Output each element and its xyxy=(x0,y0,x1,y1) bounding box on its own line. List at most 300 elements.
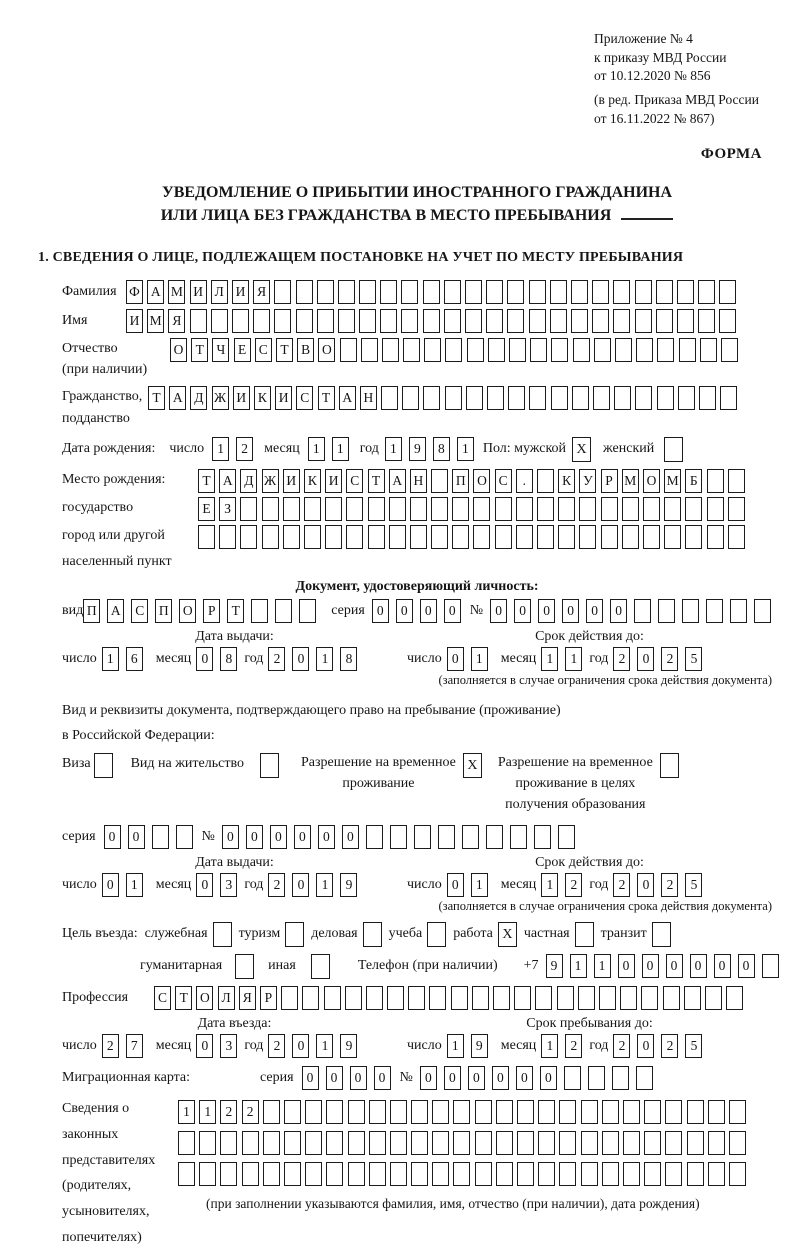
char-cell[interactable] xyxy=(242,1131,259,1155)
char-cell[interactable]: 0 xyxy=(447,873,464,897)
char-cell[interactable]: Б xyxy=(685,469,702,493)
char-cell[interactable] xyxy=(251,599,268,623)
char-cell[interactable] xyxy=(601,497,618,521)
char-cell[interactable] xyxy=(338,309,355,333)
char-cell[interactable]: 0 xyxy=(420,1066,437,1090)
char-cell[interactable] xyxy=(493,986,510,1010)
char-cell[interactable] xyxy=(240,525,257,549)
char-cell[interactable] xyxy=(679,338,696,362)
char-cell[interactable] xyxy=(305,1131,322,1155)
char-cell[interactable] xyxy=(475,1100,492,1124)
purpose-study-checkbox[interactable] xyxy=(427,922,446,947)
char-cell[interactable] xyxy=(728,469,745,493)
char-cell[interactable] xyxy=(486,280,503,304)
char-cell[interactable] xyxy=(708,1162,725,1186)
char-cell[interactable]: О xyxy=(318,338,335,362)
char-cell[interactable] xyxy=(486,825,503,849)
char-cell[interactable] xyxy=(432,1131,449,1155)
char-cell[interactable] xyxy=(537,497,554,521)
char-cell[interactable] xyxy=(514,986,531,1010)
char-cell[interactable]: Т xyxy=(276,338,293,362)
char-cell[interactable] xyxy=(444,280,461,304)
char-cell[interactable] xyxy=(472,986,489,1010)
char-cell[interactable] xyxy=(390,1162,407,1186)
char-cell[interactable] xyxy=(283,525,300,549)
char-cell[interactable] xyxy=(176,825,193,849)
char-cell[interactable]: 1 xyxy=(126,873,143,897)
char-cell[interactable]: С xyxy=(346,469,363,493)
option-visa-checkbox[interactable] xyxy=(94,753,113,778)
char-cell[interactable]: 2 xyxy=(661,1034,678,1058)
char-cell[interactable]: 0 xyxy=(444,1066,461,1090)
char-cell[interactable]: 1 xyxy=(471,873,488,897)
char-cell[interactable]: Р xyxy=(260,986,277,1010)
char-cell[interactable]: 1 xyxy=(447,1034,464,1058)
char-cell[interactable] xyxy=(551,386,568,410)
char-cell[interactable] xyxy=(444,309,461,333)
char-cell[interactable] xyxy=(698,280,715,304)
purpose-humanitarian-checkbox[interactable] xyxy=(235,954,254,979)
char-cell[interactable]: 0 xyxy=(666,954,683,978)
char-cell[interactable] xyxy=(643,525,660,549)
char-cell[interactable]: 0 xyxy=(586,599,603,623)
char-cell[interactable] xyxy=(509,338,526,362)
char-cell[interactable]: 0 xyxy=(246,825,263,849)
char-cell[interactable] xyxy=(408,986,425,1010)
char-cell[interactable]: Т xyxy=(318,386,335,410)
char-cell[interactable] xyxy=(623,1100,640,1124)
char-cell[interactable] xyxy=(685,497,702,521)
char-cell[interactable] xyxy=(571,309,588,333)
char-cell[interactable] xyxy=(516,497,533,521)
purpose-work-checkbox[interactable]: X xyxy=(498,922,517,947)
char-cell[interactable] xyxy=(720,386,737,410)
char-cell[interactable] xyxy=(253,309,270,333)
char-cell[interactable] xyxy=(380,309,397,333)
char-cell[interactable] xyxy=(423,386,440,410)
char-cell[interactable] xyxy=(644,1131,661,1155)
char-cell[interactable]: Л xyxy=(211,280,228,304)
char-cell[interactable] xyxy=(390,825,407,849)
char-cell[interactable]: М xyxy=(147,309,164,333)
char-cell[interactable]: П xyxy=(155,599,172,623)
option-residence-permit-checkbox[interactable] xyxy=(260,753,279,778)
char-cell[interactable]: О xyxy=(473,469,490,493)
char-cell[interactable]: 2 xyxy=(236,437,253,461)
char-cell[interactable] xyxy=(496,1100,513,1124)
char-cell[interactable]: Т xyxy=(368,469,385,493)
char-cell[interactable] xyxy=(622,525,639,549)
char-cell[interactable] xyxy=(762,954,779,978)
char-cell[interactable] xyxy=(389,497,406,521)
char-cell[interactable]: 8 xyxy=(220,647,237,671)
char-cell[interactable] xyxy=(452,497,469,521)
char-cell[interactable]: 0 xyxy=(302,1066,319,1090)
char-cell[interactable] xyxy=(529,309,546,333)
char-cell[interactable]: А xyxy=(339,386,356,410)
char-cell[interactable]: И xyxy=(283,469,300,493)
char-cell[interactable]: 3 xyxy=(220,1034,237,1058)
char-cell[interactable] xyxy=(516,525,533,549)
char-cell[interactable] xyxy=(389,525,406,549)
char-cell[interactable] xyxy=(572,386,589,410)
char-cell[interactable] xyxy=(665,1100,682,1124)
char-cell[interactable] xyxy=(199,1162,216,1186)
char-cell[interactable]: 1 xyxy=(570,954,587,978)
char-cell[interactable]: 0 xyxy=(642,954,659,978)
char-cell[interactable] xyxy=(684,986,701,1010)
char-cell[interactable]: Т xyxy=(198,469,215,493)
char-cell[interactable] xyxy=(424,338,441,362)
char-cell[interactable]: А xyxy=(389,469,406,493)
char-cell[interactable]: М xyxy=(168,280,185,304)
char-cell[interactable] xyxy=(578,986,595,1010)
char-cell[interactable]: 1 xyxy=(385,437,402,461)
char-cell[interactable] xyxy=(581,1131,598,1155)
char-cell[interactable] xyxy=(707,469,724,493)
char-cell[interactable] xyxy=(559,1162,576,1186)
char-cell[interactable] xyxy=(634,599,651,623)
char-cell[interactable]: 2 xyxy=(565,1034,582,1058)
char-cell[interactable] xyxy=(529,280,546,304)
char-cell[interactable]: Е xyxy=(234,338,251,362)
char-cell[interactable] xyxy=(366,825,383,849)
char-cell[interactable] xyxy=(438,825,455,849)
char-cell[interactable] xyxy=(473,525,490,549)
char-cell[interactable]: М xyxy=(622,469,639,493)
char-cell[interactable] xyxy=(178,1131,195,1155)
char-cell[interactable] xyxy=(340,338,357,362)
char-cell[interactable]: 7 xyxy=(126,1034,143,1058)
char-cell[interactable]: С xyxy=(296,386,313,410)
char-cell[interactable] xyxy=(410,497,427,521)
char-cell[interactable]: 0 xyxy=(490,599,507,623)
char-cell[interactable] xyxy=(431,497,448,521)
char-cell[interactable]: Я xyxy=(239,986,256,1010)
char-cell[interactable] xyxy=(656,309,673,333)
char-cell[interactable]: 1 xyxy=(308,437,325,461)
char-cell[interactable]: Д xyxy=(240,469,257,493)
purpose-official-checkbox[interactable] xyxy=(213,922,232,947)
char-cell[interactable] xyxy=(687,1162,704,1186)
char-cell[interactable] xyxy=(685,525,702,549)
char-cell[interactable] xyxy=(495,525,512,549)
char-cell[interactable]: 1 xyxy=(316,873,333,897)
char-cell[interactable]: 5 xyxy=(685,1034,702,1058)
char-cell[interactable]: А xyxy=(107,599,124,623)
char-cell[interactable]: 1 xyxy=(541,1034,558,1058)
char-cell[interactable] xyxy=(317,309,334,333)
char-cell[interactable] xyxy=(326,1131,343,1155)
char-cell[interactable] xyxy=(299,599,316,623)
char-cell[interactable] xyxy=(665,1131,682,1155)
char-cell[interactable]: 1 xyxy=(541,647,558,671)
char-cell[interactable] xyxy=(641,986,658,1010)
char-cell[interactable] xyxy=(726,986,743,1010)
char-cell[interactable]: Н xyxy=(410,469,427,493)
char-cell[interactable]: А xyxy=(169,386,186,410)
char-cell[interactable] xyxy=(465,309,482,333)
char-cell[interactable] xyxy=(487,386,504,410)
char-cell[interactable] xyxy=(304,525,321,549)
char-cell[interactable] xyxy=(275,599,292,623)
char-cell[interactable] xyxy=(366,986,383,1010)
char-cell[interactable]: Я xyxy=(168,309,185,333)
char-cell[interactable] xyxy=(369,1131,386,1155)
char-cell[interactable]: 9 xyxy=(471,1034,488,1058)
char-cell[interactable]: 2 xyxy=(661,873,678,897)
char-cell[interactable] xyxy=(488,338,505,362)
char-cell[interactable] xyxy=(644,1100,661,1124)
char-cell[interactable] xyxy=(403,338,420,362)
char-cell[interactable]: 0 xyxy=(540,1066,557,1090)
char-cell[interactable]: 1 xyxy=(178,1100,195,1124)
char-cell[interactable]: 8 xyxy=(340,647,357,671)
char-cell[interactable]: 0 xyxy=(514,599,531,623)
char-cell[interactable] xyxy=(708,1131,725,1155)
char-cell[interactable]: К xyxy=(558,469,575,493)
char-cell[interactable] xyxy=(473,497,490,521)
char-cell[interactable] xyxy=(636,1066,653,1090)
char-cell[interactable] xyxy=(466,386,483,410)
char-cell[interactable]: П xyxy=(452,469,469,493)
char-cell[interactable]: 0 xyxy=(516,1066,533,1090)
char-cell[interactable] xyxy=(613,280,630,304)
char-cell[interactable] xyxy=(529,386,546,410)
char-cell[interactable]: 0 xyxy=(610,599,627,623)
char-cell[interactable] xyxy=(390,1131,407,1155)
char-cell[interactable] xyxy=(304,497,321,521)
char-cell[interactable] xyxy=(550,280,567,304)
char-cell[interactable]: 1 xyxy=(541,873,558,897)
char-cell[interactable]: Ж xyxy=(262,469,279,493)
char-cell[interactable] xyxy=(296,280,313,304)
char-cell[interactable] xyxy=(348,1162,365,1186)
char-cell[interactable]: 0 xyxy=(468,1066,485,1090)
char-cell[interactable]: 0 xyxy=(104,825,121,849)
char-cell[interactable] xyxy=(507,309,524,333)
char-cell[interactable]: Я xyxy=(253,280,270,304)
char-cell[interactable]: 2 xyxy=(102,1034,119,1058)
purpose-other-checkbox[interactable] xyxy=(311,954,330,979)
char-cell[interactable] xyxy=(601,525,618,549)
char-cell[interactable]: 1 xyxy=(199,1100,216,1124)
char-cell[interactable]: 0 xyxy=(326,1066,343,1090)
char-cell[interactable] xyxy=(614,386,631,410)
char-cell[interactable] xyxy=(517,1100,534,1124)
char-cell[interactable] xyxy=(305,1162,322,1186)
char-cell[interactable]: О xyxy=(179,599,196,623)
char-cell[interactable]: О xyxy=(643,469,660,493)
char-cell[interactable] xyxy=(613,309,630,333)
char-cell[interactable] xyxy=(700,338,717,362)
char-cell[interactable]: 0 xyxy=(637,873,654,897)
char-cell[interactable] xyxy=(620,986,637,1010)
char-cell[interactable]: В xyxy=(297,338,314,362)
char-cell[interactable] xyxy=(664,525,681,549)
char-cell[interactable] xyxy=(475,1162,492,1186)
char-cell[interactable] xyxy=(706,599,723,623)
char-cell[interactable]: 1 xyxy=(102,647,119,671)
char-cell[interactable]: И xyxy=(275,386,292,410)
char-cell[interactable] xyxy=(559,1100,576,1124)
purpose-tourism-checkbox[interactable] xyxy=(285,922,304,947)
char-cell[interactable] xyxy=(707,497,724,521)
char-cell[interactable]: К xyxy=(254,386,271,410)
char-cell[interactable] xyxy=(687,1131,704,1155)
char-cell[interactable] xyxy=(232,309,249,333)
char-cell[interactable]: 0 xyxy=(618,954,635,978)
char-cell[interactable] xyxy=(729,1162,746,1186)
char-cell[interactable]: Д xyxy=(190,386,207,410)
char-cell[interactable]: Ч xyxy=(212,338,229,362)
char-cell[interactable] xyxy=(284,1100,301,1124)
char-cell[interactable]: 0 xyxy=(690,954,707,978)
char-cell[interactable] xyxy=(326,1100,343,1124)
char-cell[interactable]: 0 xyxy=(270,825,287,849)
char-cell[interactable] xyxy=(622,497,639,521)
char-cell[interactable] xyxy=(537,525,554,549)
purpose-private-checkbox[interactable] xyxy=(575,922,594,947)
char-cell[interactable] xyxy=(602,1131,619,1155)
char-cell[interactable] xyxy=(682,599,699,623)
char-cell[interactable]: 9 xyxy=(546,954,563,978)
char-cell[interactable] xyxy=(658,599,675,623)
char-cell[interactable]: А xyxy=(219,469,236,493)
char-cell[interactable] xyxy=(262,525,279,549)
char-cell[interactable] xyxy=(152,825,169,849)
char-cell[interactable] xyxy=(382,338,399,362)
char-cell[interactable]: 0 xyxy=(444,599,461,623)
char-cell[interactable]: Т xyxy=(148,386,165,410)
char-cell[interactable] xyxy=(431,469,448,493)
char-cell[interactable] xyxy=(431,525,448,549)
char-cell[interactable] xyxy=(240,497,257,521)
char-cell[interactable] xyxy=(508,386,525,410)
char-cell[interactable] xyxy=(262,497,279,521)
char-cell[interactable] xyxy=(190,309,207,333)
char-cell[interactable] xyxy=(220,1131,237,1155)
char-cell[interactable]: С xyxy=(131,599,148,623)
char-cell[interactable]: 2 xyxy=(268,873,285,897)
char-cell[interactable] xyxy=(211,309,228,333)
char-cell[interactable] xyxy=(705,986,722,1010)
char-cell[interactable] xyxy=(664,497,681,521)
char-cell[interactable] xyxy=(612,1066,629,1090)
char-cell[interactable] xyxy=(663,986,680,1010)
char-cell[interactable] xyxy=(581,1162,598,1186)
char-cell[interactable] xyxy=(530,338,547,362)
char-cell[interactable] xyxy=(643,497,660,521)
purpose-business-checkbox[interactable] xyxy=(363,922,382,947)
char-cell[interactable]: 0 xyxy=(292,647,309,671)
char-cell[interactable]: 6 xyxy=(126,647,143,671)
char-cell[interactable] xyxy=(348,1100,365,1124)
char-cell[interactable] xyxy=(728,497,745,521)
char-cell[interactable] xyxy=(423,280,440,304)
gender-female-checkbox[interactable] xyxy=(664,437,683,462)
char-cell[interactable] xyxy=(517,1162,534,1186)
char-cell[interactable]: 1 xyxy=(212,437,229,461)
char-cell[interactable]: 3 xyxy=(220,873,237,897)
char-cell[interactable] xyxy=(665,1162,682,1186)
char-cell[interactable]: И xyxy=(325,469,342,493)
char-cell[interactable]: З xyxy=(219,497,236,521)
char-cell[interactable]: 1 xyxy=(332,437,349,461)
gender-male-checkbox[interactable]: X xyxy=(572,437,591,462)
char-cell[interactable] xyxy=(602,1162,619,1186)
char-cell[interactable] xyxy=(656,280,673,304)
char-cell[interactable]: 0 xyxy=(447,647,464,671)
char-cell[interactable] xyxy=(369,1162,386,1186)
char-cell[interactable]: 0 xyxy=(292,1034,309,1058)
char-cell[interactable] xyxy=(453,1131,470,1155)
char-cell[interactable]: 1 xyxy=(471,647,488,671)
char-cell[interactable]: 9 xyxy=(409,437,426,461)
char-cell[interactable]: П xyxy=(83,599,100,623)
char-cell[interactable] xyxy=(242,1162,259,1186)
char-cell[interactable] xyxy=(387,986,404,1010)
char-cell[interactable] xyxy=(636,338,653,362)
char-cell[interactable] xyxy=(198,525,215,549)
char-cell[interactable] xyxy=(296,309,313,333)
char-cell[interactable] xyxy=(326,1162,343,1186)
purpose-transit-checkbox[interactable] xyxy=(652,922,671,947)
char-cell[interactable]: 9 xyxy=(340,873,357,897)
char-cell[interactable] xyxy=(729,1100,746,1124)
char-cell[interactable] xyxy=(381,386,398,410)
char-cell[interactable] xyxy=(657,386,674,410)
char-cell[interactable]: С xyxy=(255,338,272,362)
char-cell[interactable]: 0 xyxy=(342,825,359,849)
char-cell[interactable]: 0 xyxy=(318,825,335,849)
char-cell[interactable] xyxy=(414,825,431,849)
char-cell[interactable] xyxy=(410,525,427,549)
char-cell[interactable]: Ж xyxy=(212,386,229,410)
option-temp-residence-checkbox[interactable]: X xyxy=(463,753,482,778)
char-cell[interactable] xyxy=(635,386,652,410)
char-cell[interactable] xyxy=(535,986,552,1010)
char-cell[interactable]: И xyxy=(126,309,143,333)
char-cell[interactable]: 1 xyxy=(316,647,333,671)
char-cell[interactable] xyxy=(401,280,418,304)
char-cell[interactable] xyxy=(411,1131,428,1155)
char-cell[interactable]: 8 xyxy=(433,437,450,461)
char-cell[interactable] xyxy=(708,1100,725,1124)
char-cell[interactable] xyxy=(325,525,342,549)
char-cell[interactable]: 0 xyxy=(292,873,309,897)
char-cell[interactable] xyxy=(510,825,527,849)
char-cell[interactable]: К xyxy=(304,469,321,493)
char-cell[interactable] xyxy=(411,1162,428,1186)
char-cell[interactable]: 2 xyxy=(613,873,630,897)
char-cell[interactable]: 2 xyxy=(613,647,630,671)
char-cell[interactable]: О xyxy=(196,986,213,1010)
char-cell[interactable] xyxy=(496,1131,513,1155)
char-cell[interactable]: О xyxy=(170,338,187,362)
char-cell[interactable] xyxy=(346,525,363,549)
char-cell[interactable]: Т xyxy=(175,986,192,1010)
char-cell[interactable]: 0 xyxy=(538,599,555,623)
char-cell[interactable] xyxy=(302,986,319,1010)
char-cell[interactable] xyxy=(657,338,674,362)
char-cell[interactable] xyxy=(678,386,695,410)
char-cell[interactable] xyxy=(677,309,694,333)
char-cell[interactable]: 2 xyxy=(242,1100,259,1124)
char-cell[interactable]: 0 xyxy=(372,599,389,623)
char-cell[interactable] xyxy=(579,497,596,521)
char-cell[interactable] xyxy=(730,599,747,623)
